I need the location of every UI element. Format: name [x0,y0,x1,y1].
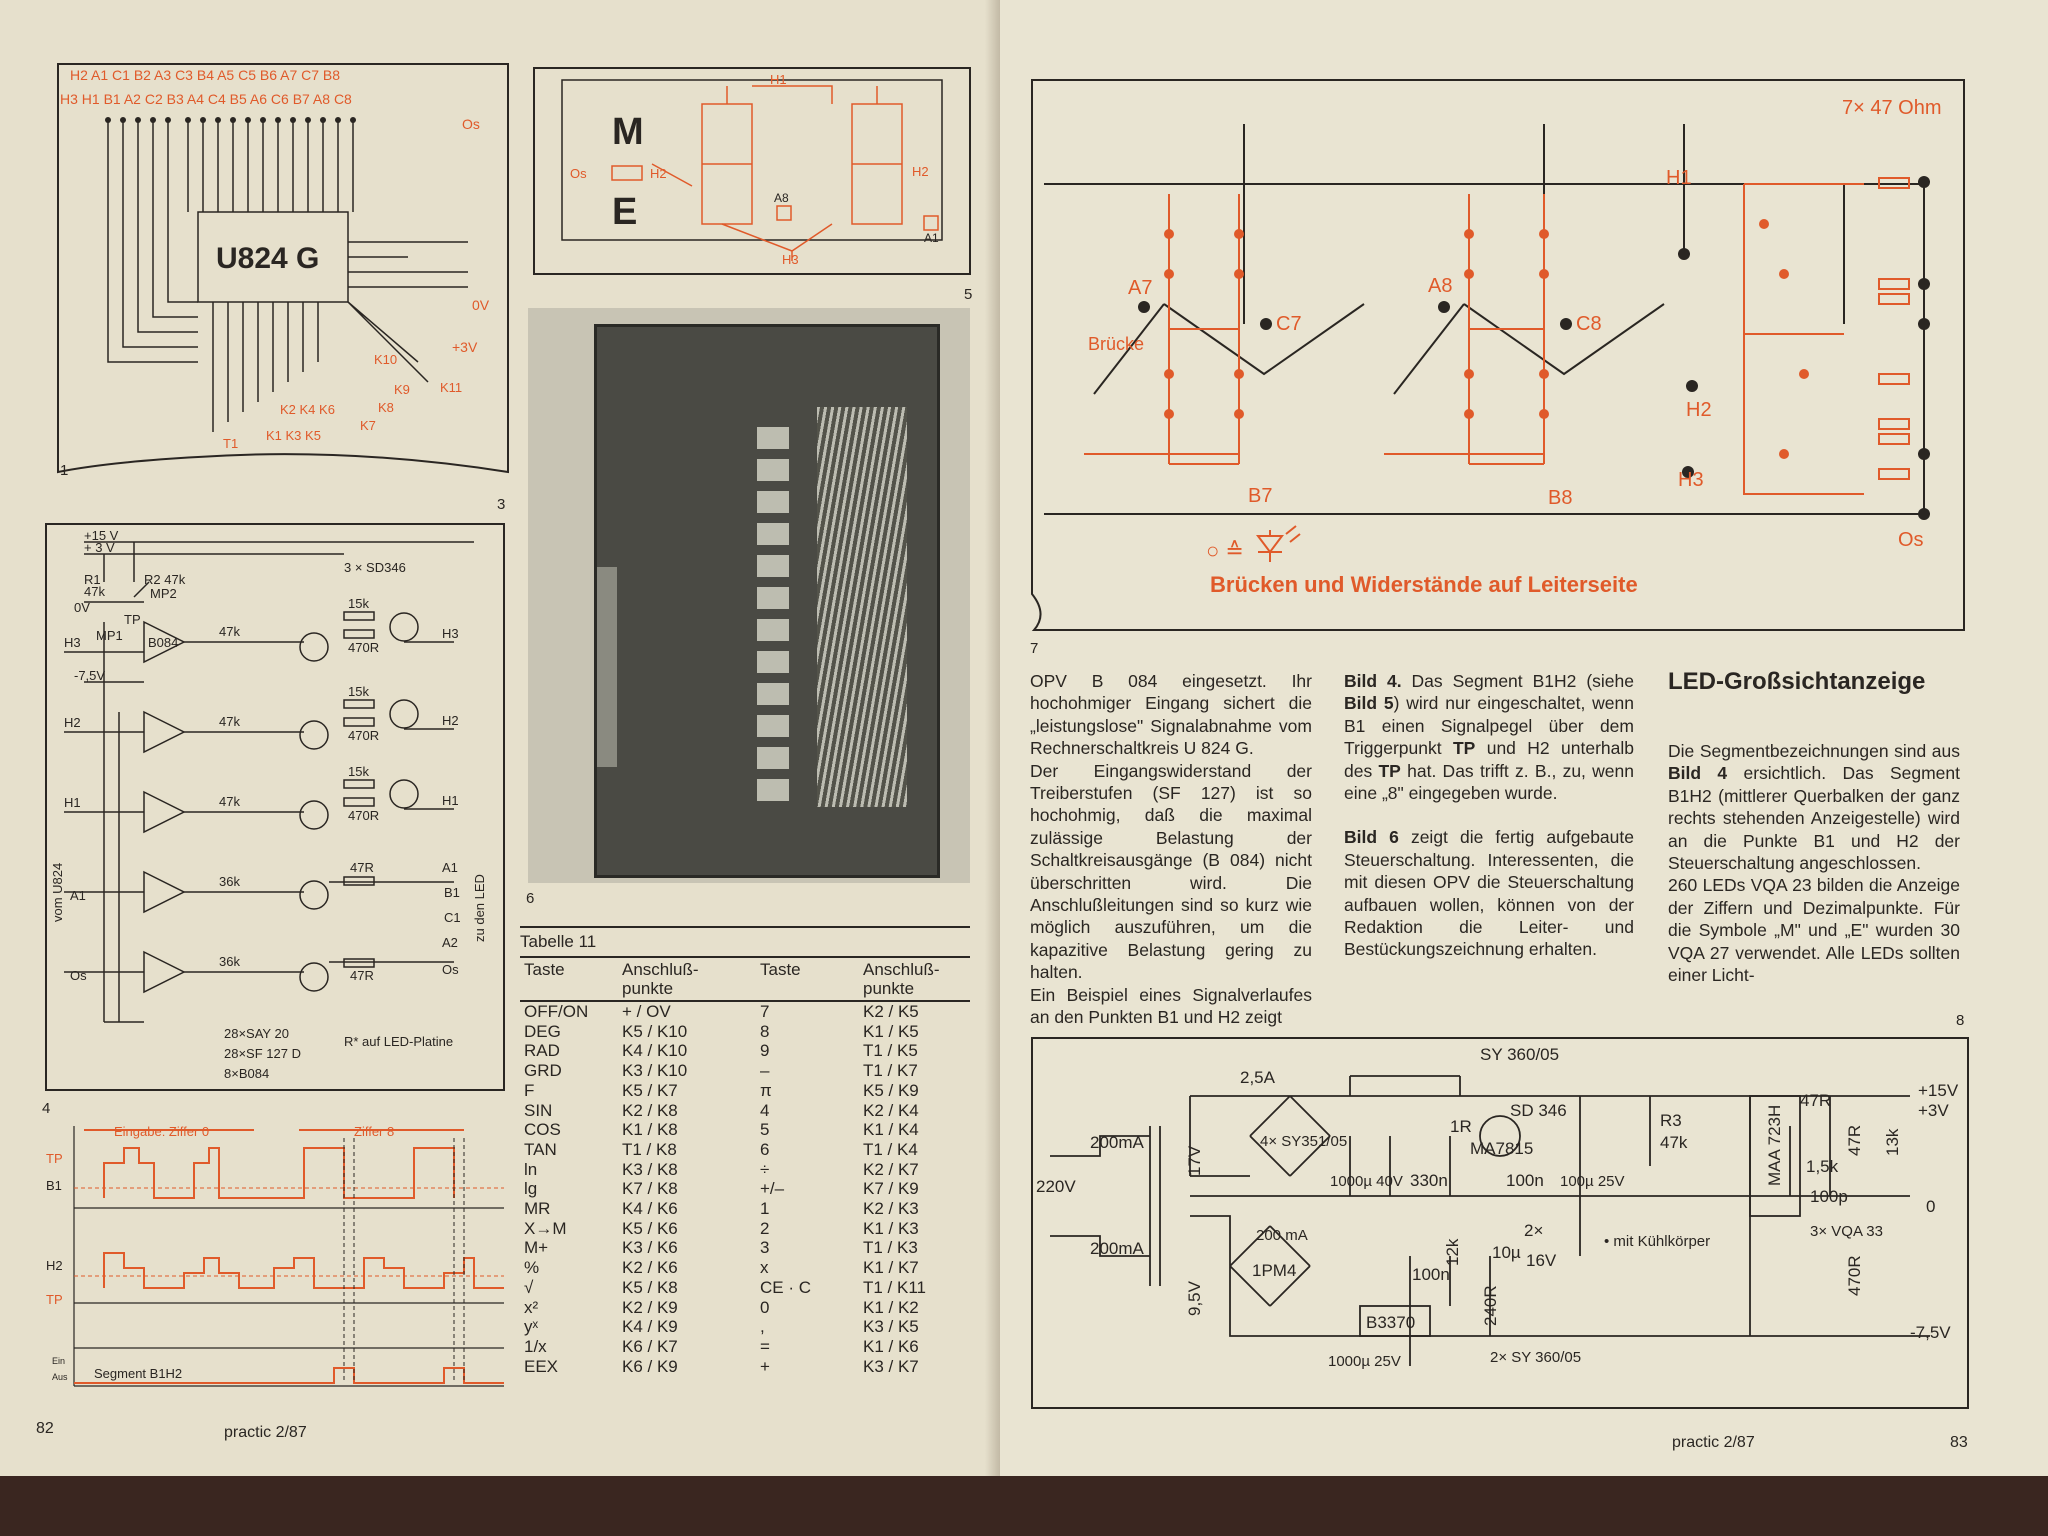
fig8-r12k: 12k [1443,1238,1462,1266]
table-cell: = [760,1336,770,1356]
table-cell: K3 / K8 [622,1159,678,1179]
table-row [520,1219,970,1239]
table-row [520,1278,970,1298]
fig4-number: 4 [42,1100,51,1117]
table-row [520,1258,970,1278]
fig5-h2: H2 [650,166,667,181]
fig3-os-in: Os [70,968,87,983]
fig3-h1-out: H1 [442,793,459,808]
table-cell: TAN [524,1139,557,1159]
col3-paragraph-1 [1668,740,1960,874]
table-cell: K2 / K3 [863,1199,919,1219]
table-cell: 3 [760,1238,770,1258]
tp-ref: TP [1452,738,1476,759]
table-cell: x [760,1258,769,1278]
fig8-r240: 240R [1481,1285,1500,1326]
table-cell: K6 / K7 [622,1336,678,1356]
fig8-bridge2: 1PM4 [1252,1261,1297,1280]
table-cell: K3 / K5 [863,1317,919,1337]
table-row [520,1140,970,1160]
table-cell: K4 / K10 [622,1041,688,1061]
fig4-seg: Segment B1H2 [94,1366,183,1381]
fig8-sy2x: 2× SY 360/05 [1490,1349,1582,1366]
table-cell: ln [524,1159,538,1179]
fig4-tp-1: TP [46,1151,63,1166]
table-cell: K4 / K6 [622,1199,678,1219]
table-cell: K2 / K4 [863,1100,919,1120]
fig3-36k-1: 36k [219,874,240,889]
table-cell: K1 / K6 [863,1336,919,1356]
fig7-b8: B8 [1548,487,1573,509]
table-cell: M+ [524,1238,549,1258]
fig1-k7: K7 [360,418,376,433]
fig3-h1-in: H1 [64,795,81,810]
fig1-top-pins: H2 A1 C1 B2 A3 C3 B4 A5 C5 B6 A7 C7 B8 [70,67,341,83]
table-cell: RAD [524,1041,560,1061]
table-cell: 1/x [524,1336,547,1356]
fig3-r2: R2 47k [144,572,186,587]
fig3-number-top: 3 [497,496,506,513]
table-cell: 6 [760,1139,770,1159]
fig7-b7: B7 [1248,485,1273,507]
table-cell: T1 / K4 [863,1139,918,1159]
fig8-r3: R3 [1660,1111,1682,1130]
fig8-r13k: 13k [1883,1128,1902,1156]
fig3-vm: -7,5V [74,668,106,683]
fig8-maa: MAA 723H [1765,1104,1784,1186]
table-cell: lg [524,1179,538,1199]
table-cell: K7 / K9 [863,1179,919,1199]
figure-5-display-layout [532,66,972,276]
fig8-p15: +15V [1918,1081,1959,1100]
fig8-f25: 2,5A [1240,1068,1275,1087]
table-cell: , [760,1317,765,1337]
fig3-v15: +15 V [84,528,119,543]
fig5-h2b: H2 [912,164,929,179]
table-cell: K5 / K6 [622,1218,678,1238]
fig8-sd346: SD 346 [1510,1101,1567,1120]
bild5-ref: Bild 5 [1344,693,1394,714]
table-row [520,1061,970,1081]
fig1-k9: K9 [394,382,410,397]
table-cell: K2 / K8 [622,1100,678,1120]
fig8-c330: 330n [1410,1171,1448,1190]
fig7-c7: C7 [1276,313,1302,335]
table-11-header: Taste [760,960,801,979]
table-cell: K1 / K3 [863,1218,919,1238]
col3-text: Die Segmentbezeichnungen sind aus [1668,741,1960,761]
table-row [520,1160,970,1180]
fig1-bottom-pins: H3 H1 B1 A2 C2 B3 A4 C4 B5 A6 C6 B7 A8 C8 [60,91,352,107]
figure-7-led-board [1024,74,1968,634]
table-row [520,1081,970,1101]
fig1-t1: T1 [223,436,239,451]
fig8-220v: 220V [1036,1177,1076,1196]
page-number-left: 82 [36,1420,54,1437]
bild4-ref: Bild 4. [1344,671,1402,691]
text-column-1 [1030,670,1312,1029]
chip-label: U824 G [216,242,320,275]
col2-text: Das Segment B1H2 (siehe [1401,671,1634,691]
table-cell: T1 / K11 [863,1277,926,1297]
fig3-47k-3: 47k [219,794,240,809]
fig3-b1-out: B1 [444,885,460,900]
col3-paragraph-2: 260 LEDs VQA 23 bilden die Anzeige der Ziffern und Dezimalpunkte. Für die Symbole „M" und „E" wurden 30 VQA 27 verwendet. Alle LEDs sollten einer Licht- [1668,875,1960,986]
fig3-tp: TP [124,612,141,627]
table-cell: F [524,1080,535,1100]
fig3-v3: + 3 V [84,540,115,555]
table-cell: T1 / K8 [622,1139,677,1159]
col1-paragraph: Der Eingangswiderstand der Treiberstufen (SF 127) ist so hochohmig, daß die maximal zulässige Belastung der Schaltkreisausgänge (B 084) nicht überschritten wird. Die Anschlußleitungen sind so kurz wie möglich auszuführen, um die kapazitive Belastung gering zu halten. [1030,760,1312,983]
fig3-r1v: 47k [84,584,105,599]
table-11-caption: Tabelle 11 [520,926,970,952]
fig3-c1-out: C1 [444,910,461,925]
fig3-a1-out: A1 [442,860,458,875]
bild6-ref: Bild 6 [1344,827,1399,848]
table-cell: K7 / K8 [622,1179,678,1199]
table-cell: T1 / K5 [863,1041,918,1061]
table-cell: GRD [524,1061,562,1081]
fig8-c10u: 10µ [1492,1243,1521,1262]
fig3-15k-3: 15k [348,764,369,779]
figure-8-power-supply [1030,1036,1970,1410]
table-11-body [520,1001,970,1376]
table-cell: K3 / K7 [863,1356,919,1376]
table-cell: COS [524,1120,561,1140]
table-row [520,1337,970,1357]
text-column-3 [1668,740,1960,986]
table-11 [520,926,970,1376]
fig3-zu: zu den LED [472,874,487,942]
table-cell: DEG [524,1021,561,1041]
table-cell: K5 / K7 [622,1080,678,1100]
table-cell: + / OV [622,1002,671,1021]
fig1-k246: K2 K4 K6 [280,402,335,417]
fig1-k8: K8 [378,400,394,415]
fig8-sy360: SY 360/05 [1480,1045,1560,1064]
fig3-tr: 3 × SD346 [344,560,406,575]
fig8-f200a: 200mA [1090,1133,1144,1152]
col2-text: ) wird nur eingeschaltet, wenn B1 einen Signalpegel über dem Triggerpunkt [1344,693,1634,759]
fig3-vom: vom U824 [50,862,65,922]
fig4-tp-2: TP [46,1292,63,1307]
fig7-os: Os [1898,529,1924,551]
fig3-part-3: 8×B084 [224,1066,270,1081]
table-cell: 9 [760,1041,770,1061]
table-cell: EEX [524,1356,559,1376]
fig1-3v: +3V [452,339,478,355]
fig3-mp2: MP2 [150,586,177,601]
left-page [0,0,1000,1476]
fig8-c100p: 100p [1810,1187,1848,1206]
fig3-47k-2: 47k [219,714,240,729]
fig3-470-3: 470R [348,808,380,823]
fig8-c1000b: 1000µ 25V [1328,1353,1401,1370]
col2-text: und H2 unterhalb des [1344,738,1634,781]
fig8-note: • mit Kühlkörper [1604,1233,1711,1250]
tp-ref: TP [1378,760,1401,781]
table-row [520,1238,970,1258]
table-cell: K2 / K5 [863,1002,919,1021]
article-heading: LED-Großsichtanzeige [1668,668,1926,695]
fig8-c1000a: 1000µ 40V [1330,1173,1403,1190]
fig8-95v: 9,5V [1185,1281,1204,1316]
fig8-r1: 1R [1450,1117,1472,1136]
led-legend-icon [1258,526,1300,562]
fig5-m: M [612,111,644,153]
table-cell: 0 [760,1297,770,1317]
table-cell: +/– [760,1179,785,1199]
fig3-15k-1: 15k [348,596,369,611]
table-cell: K5 / K10 [622,1021,688,1041]
table-cell: 7 [760,1002,770,1021]
table-cell: K2 / K9 [622,1297,678,1317]
table-row [520,1041,970,1061]
fig8-p0: 0 [1926,1197,1936,1216]
table-cell: % [524,1258,540,1278]
table-cell: K5 / K8 [622,1277,678,1297]
fig4-ein: Ein [52,1356,66,1366]
col1-paragraph: OPV B 084 eingesetzt. Ihr hochohmiger Eingang sichert die „leistungslose" Signalabnahme vom Rechnerschaltkreis U 824 G. [1030,671,1312,759]
fig1-number: 1 [60,462,69,479]
table-cell: X→M [524,1218,567,1238]
table-cell: K1 / K5 [863,1021,919,1041]
table-cell: K2 / K7 [863,1159,919,1179]
fig3-r1: R1 [84,572,101,587]
table-row [520,1298,970,1318]
fig3-mp1: MP1 [96,628,123,643]
fig3-15k-2: 15k [348,684,369,699]
fig5-a1: A1 [924,231,939,245]
fig3-h3-in: H3 [64,635,81,650]
fig8-r15k: 1,5k [1806,1157,1839,1176]
fig8-ma7815: MA7815 [1470,1139,1534,1158]
fig5-number-label: 5 [964,286,973,303]
fig1-k135: K1 K3 K5 [266,428,321,443]
fig7-a8: A8 [1428,275,1453,297]
fig8-17v: 17V [1185,1145,1204,1176]
table-cell: √ [524,1277,534,1297]
table-cell: 1 [760,1199,770,1219]
fig7-legend-symbol: ○ ≙ [1206,538,1244,563]
fig3-47k-1: 47k [219,624,240,639]
figure-4-timing-diagram [44,1118,504,1390]
fig8-n2x: 2× [1524,1221,1544,1240]
fig3-h3-out: H3 [442,626,459,641]
fig5-a8: A8 [774,191,789,205]
fig6-number: 6 [526,890,535,907]
table-cell: 8 [760,1021,770,1041]
fig5-h3: H3 [782,252,799,267]
fig3-47r-2: 47R [350,968,374,983]
fig3-a1-in: A1 [70,888,86,903]
fig3-36k-2: 36k [219,954,240,969]
fig8-c100n: 100n [1506,1171,1544,1190]
fig8-f200c: 200 mA [1256,1227,1308,1244]
fig3-470-2: 470R [348,728,380,743]
fig4-aus: Aus [52,1372,68,1382]
table-cell: OFF/ON [524,1002,589,1021]
table-row [520,1199,970,1219]
fig8-c16v: 16V [1526,1251,1557,1270]
text-column-2 [1344,670,1634,961]
fig7-caption: Brücken und Widerstände auf Leiterseite [1210,572,1638,597]
table-cell: K4 / K9 [622,1317,678,1337]
table-cell: π [760,1080,772,1100]
fig4-b1: B1 [46,1178,62,1193]
fig8-f200b: 200mA [1090,1239,1144,1258]
fig3-opv: B084 [148,635,179,650]
fig8-c100u: 100µ 25V [1560,1173,1625,1190]
fig1-0v: 0V [472,297,490,313]
table-cell: K1 / K4 [863,1120,919,1140]
fig8-number: 8 [1956,1012,1965,1029]
fig4-ziffer8: Ziffer 8 [354,1124,395,1139]
table-11-header: Anschluß- punkte [863,960,940,998]
fig7-res: 7× 47 Ohm [1842,97,1942,119]
table-cell: K1 / K2 [863,1297,919,1317]
figure-1-u824-pinout [48,62,516,482]
table-cell: x² [524,1297,539,1317]
table-cell: T1 / K7 [863,1061,918,1081]
fig8-p3: +3V [1918,1101,1949,1120]
table-cell: CE · C [760,1277,811,1297]
fig3-os-out: Os [442,962,459,977]
table-cell: 5 [760,1120,770,1140]
table-cell: yˣ [524,1317,539,1337]
table-cell: 4 [760,1100,770,1120]
magazine-footer-left: practic 2/87 [224,1424,307,1441]
fig1-os: Os [462,116,480,132]
fig8-r47r: 47R [1800,1091,1832,1110]
fig8-r47r2: 47R [1845,1124,1864,1156]
fig7-h3: H3 [1678,469,1704,491]
col1-paragraph: Ein Beispiel eines Signalverlaufes an den Punkten B1 und H2 zeigt [1030,984,1312,1028]
table-11-header-row [520,957,970,1001]
fig8-bridge1: 4× SY351/05 [1260,1133,1348,1150]
fig8-b3370: B3370 [1366,1313,1416,1332]
fig5-h1: H1 [770,72,787,87]
fig8-r3v: 47k [1660,1133,1688,1152]
table-row [520,1317,970,1337]
table-cell: K2 / K6 [622,1258,678,1278]
table-row [520,1357,970,1377]
table-11-grid [520,956,970,1376]
table-cell: MR [524,1199,551,1219]
fig7-bruecke: Brücke [1088,334,1145,354]
fig1-k11: K11 [440,380,463,395]
table-cell: T1 / K3 [863,1238,918,1258]
fig7-c8: C8 [1576,313,1602,335]
fig3-47r-1: 47R [350,860,374,875]
fig5-e: E [612,191,638,233]
table-row [520,1120,970,1140]
col2-text: hat. Das trifft z. B., zu, wenn eine „8" eingegeben wurde. [1344,760,1635,804]
table-cell: K1 / K7 [863,1258,919,1278]
table-row [520,1179,970,1199]
fig8-m75: -7,5V [1910,1323,1951,1342]
table-cell: K1 / K8 [622,1120,678,1140]
col2-paragraph-1 [1344,670,1634,804]
bild4-ref-2: Bild 4 [1668,763,1728,784]
table-cell: 2 [760,1218,770,1238]
table-row [520,1022,970,1042]
fig8-c100n2: 100n [1412,1265,1450,1284]
table-cell: – [760,1061,770,1081]
fig3-part-2: 28×SF 127 D [224,1046,301,1061]
fig7-a7: A7 [1128,277,1153,299]
fig3-v0: 0V [74,600,90,615]
fig3-part-1: 28×SAY 20 [224,1026,289,1041]
table-11-header: Taste [524,960,565,979]
col3-text: ersichtlich. Das Segment B1H2 (mittlerer Querbalken der ganz rechts stehenden Anzeigestelle) wird an die Punkte B1 und H2 der Steuerschaltung angeschlossen. [1668,763,1960,874]
table-11-header: Anschluß- punkte [622,960,699,998]
fig5-os: Os [570,166,587,181]
col2-paragraph-2 [1344,826,1634,960]
fig3-h2-in: H2 [64,715,81,730]
fig4-eingabe: Eingabe: Ziffer 0 [114,1124,210,1139]
col2-text: zeigt die fertig aufgebaute Steuerschaltung. Interessenten, die mit diesen OPV die Steuerschaltung aufbauen wollen, können von der Redaktion die Leiter- und Bestückungszeichnung erhalten. [1344,827,1634,960]
table-cell: SIN [524,1100,553,1120]
magazine-footer-right: practic 2/87 [1672,1434,1755,1451]
table-cell: K3 / K6 [622,1238,678,1258]
table-cell: ÷ [760,1159,770,1179]
fig1-k10: K10 [374,352,398,367]
fig8-r470: 470R [1845,1255,1864,1296]
fig7-h2: H2 [1686,399,1712,421]
fig7-h1: H1 [1666,167,1692,189]
fig8-vqa: 3× VQA 33 [1810,1223,1883,1240]
figure-6-pcb-photo [528,308,970,883]
table-row [520,1101,970,1121]
table-cell: K6 / K9 [622,1356,678,1376]
table-cell: K3 / K10 [622,1061,688,1081]
table-cell: K5 / K9 [863,1080,919,1100]
fig7-number: 7 [1030,640,1039,657]
table-cell: + [760,1356,770,1376]
table-row [520,1001,970,1022]
page-number-right: 83 [1950,1434,1968,1451]
figure-3-driver-circuit [44,522,506,1092]
fig4-h2: H2 [46,1258,63,1273]
right-page [1000,0,2048,1476]
fig3-470-1: 470R [348,640,380,655]
fig3-a2-out: A2 [442,935,458,950]
fig3-rnote: R* auf LED-Platine [344,1034,454,1049]
fig3-h2-out: H2 [442,713,459,728]
